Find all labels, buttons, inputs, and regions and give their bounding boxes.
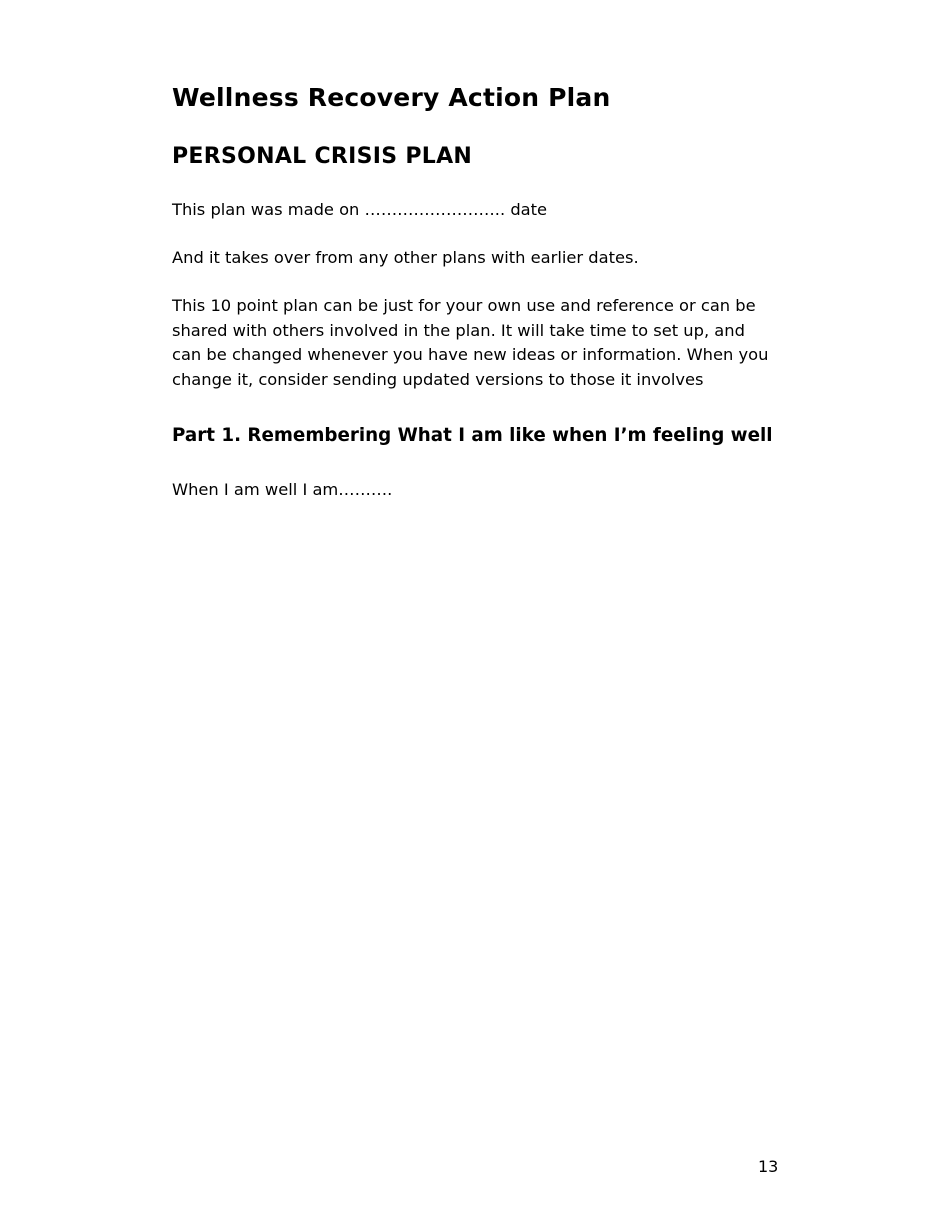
takes-over-line: And it takes over from any other plans with earlier dates. [172, 248, 639, 267]
document-title: Wellness Recovery Action Plan [172, 83, 611, 112]
part-1-prompt: When I am well I am………. [172, 480, 393, 499]
section-title: PERSONAL CRISIS PLAN [172, 144, 473, 169]
part-1-title: Part 1. Remembering What I am like when I’m feeling well [172, 425, 773, 446]
plan-description: This 10 point plan can be just for your own use and reference or can be shared with others involved in the plan. It will take time to set up, and can be changed whenever you have new ideas or information. When you change it, consider sending updated versions to those it involves [172, 296, 769, 389]
page-number: 13 [758, 1157, 779, 1176]
plan-date-line: This plan was made on …………………….. date [172, 200, 548, 219]
